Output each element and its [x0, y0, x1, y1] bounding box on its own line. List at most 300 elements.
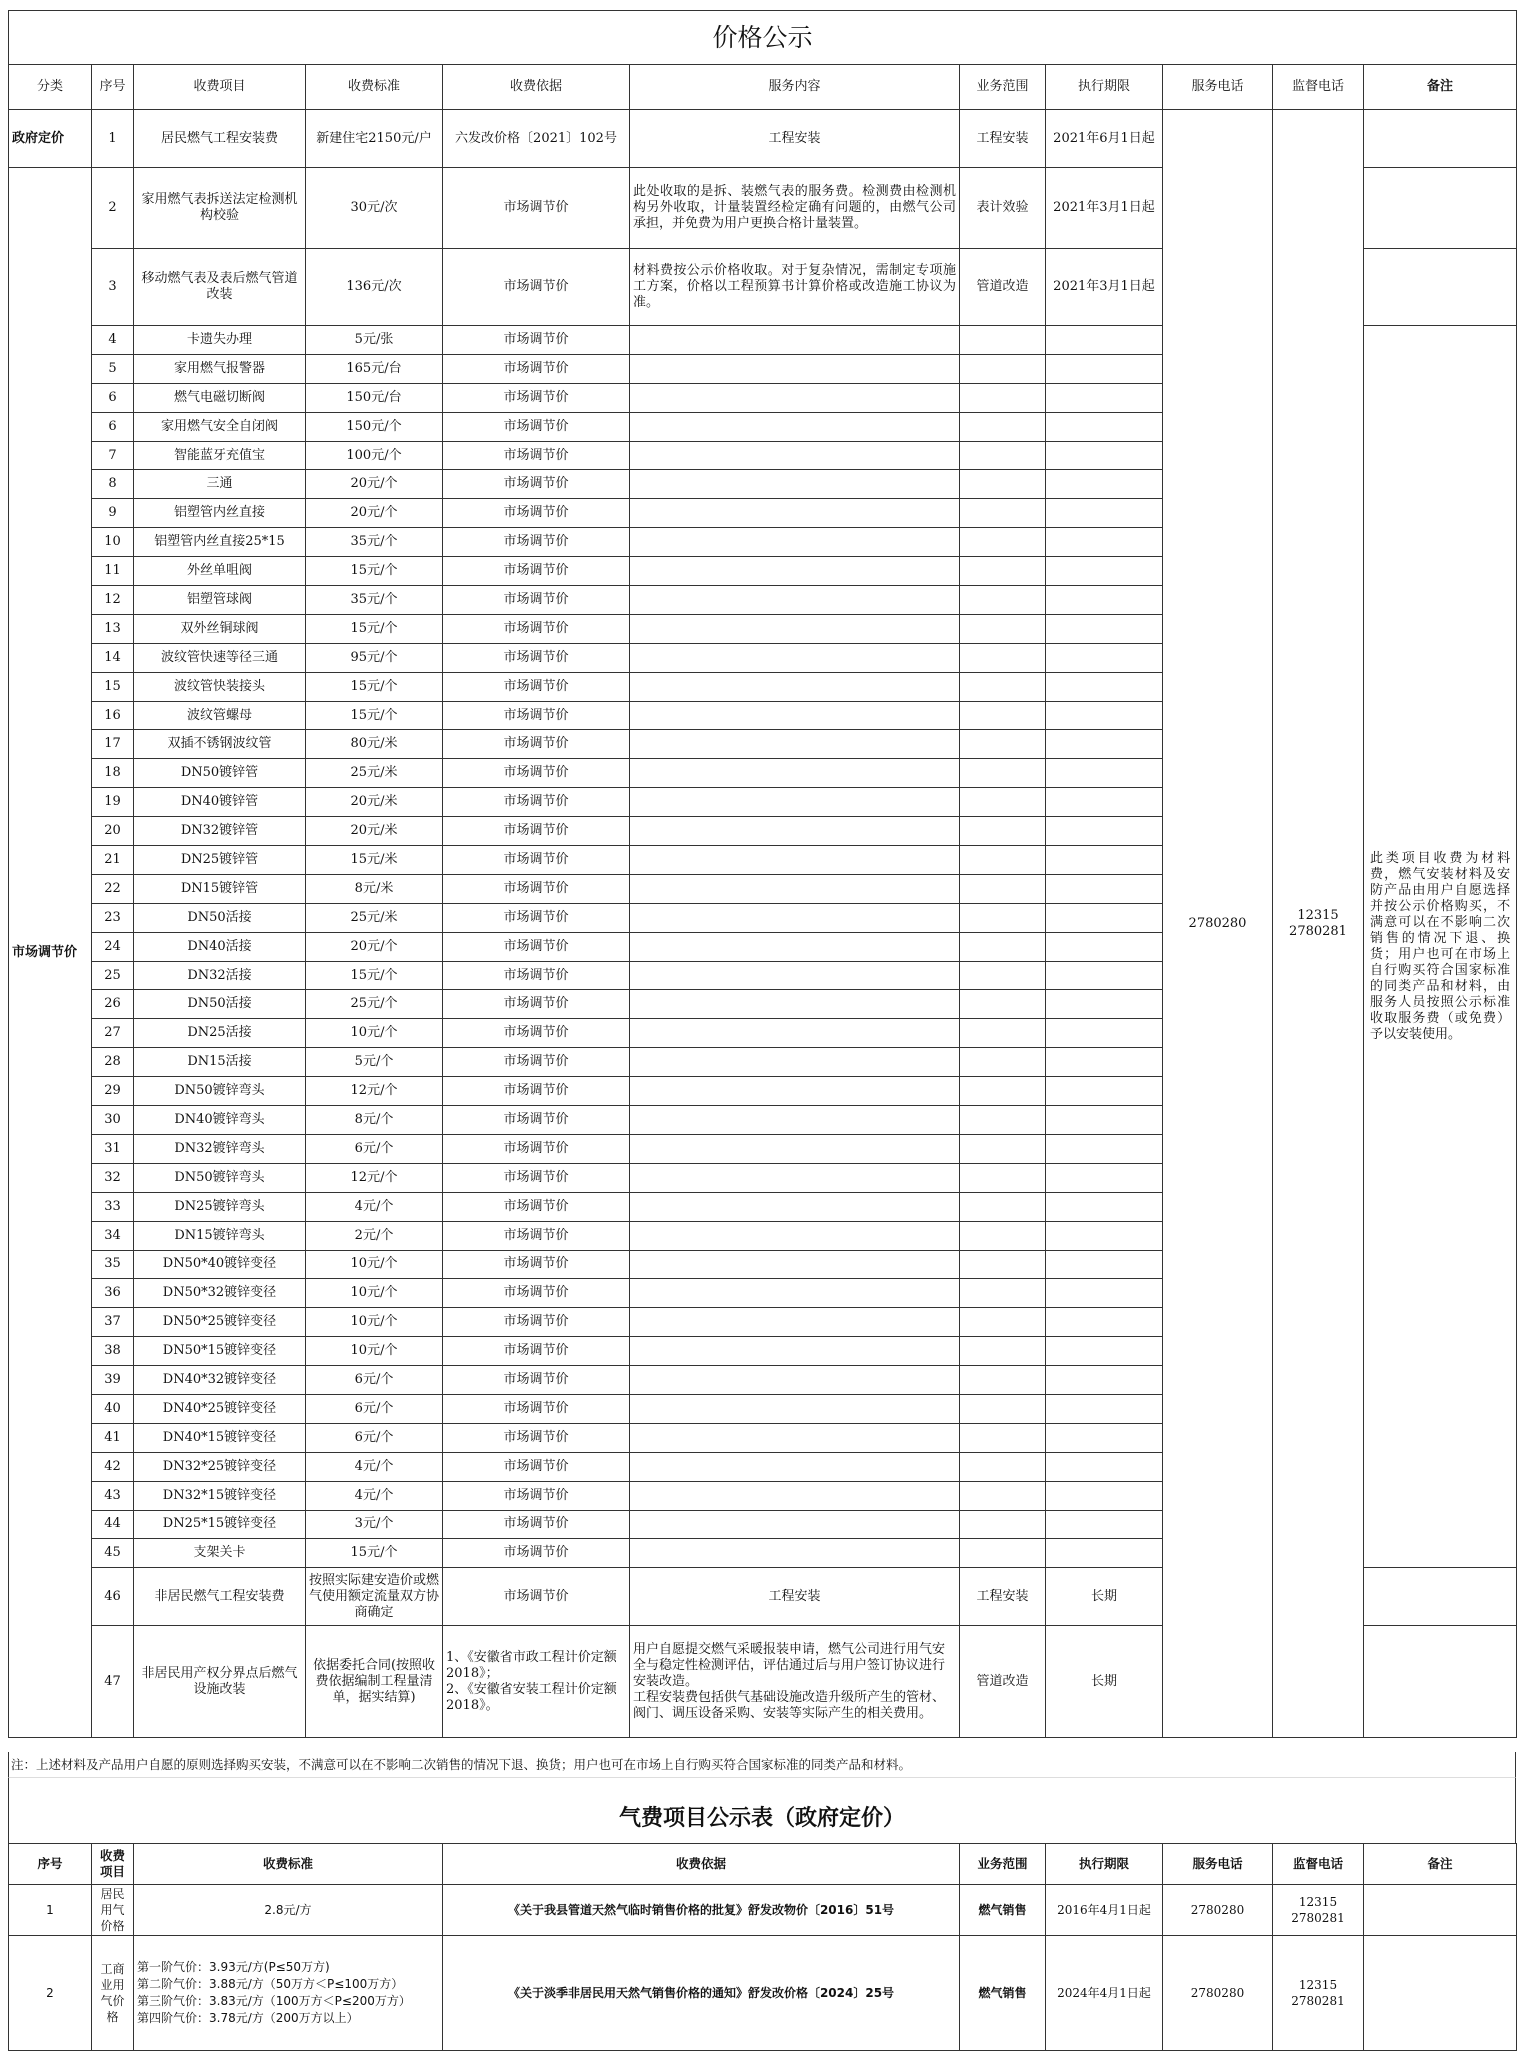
cell-standard: 95元/个 — [306, 643, 443, 672]
cell-content — [630, 528, 960, 557]
cell-scope — [960, 1539, 1046, 1568]
cell-standard: 10元/个 — [306, 1279, 443, 1308]
cell-item: DN40活接 — [134, 932, 306, 961]
cell-basis: 市场调节价 — [443, 1163, 630, 1192]
cell-period — [1046, 1423, 1163, 1452]
cell-seq: 27 — [92, 1019, 134, 1048]
cell-content: 工程安装 — [630, 1568, 960, 1626]
cell-period — [1046, 470, 1163, 499]
cell-scope — [960, 788, 1046, 817]
cell-item: 非居民燃气工程安装费 — [134, 1568, 306, 1626]
cell-basis: 市场调节价 — [443, 817, 630, 846]
cell-scope — [960, 1106, 1046, 1135]
cell-content — [630, 961, 960, 990]
cell-standard: 15元/个 — [306, 672, 443, 701]
header-row — [9, 65, 1517, 110]
remark-empty — [1364, 1626, 1517, 1738]
cell-period — [1046, 701, 1163, 730]
cell-standard: 8元/个 — [306, 1106, 443, 1135]
cell-period — [1046, 1019, 1163, 1048]
gas-cell-item: 工商业用气价格 — [92, 1936, 134, 2051]
cell-basis: 市场调节价 — [443, 1019, 630, 1048]
cell-period: 2021年3月1日起 — [1046, 249, 1163, 326]
cell-standard: 150元/台 — [306, 383, 443, 412]
cell-standard: 15元/米 — [306, 846, 443, 875]
cell-content: 材料费按公示价格收取。对于复杂情况，需制定专项施工方案，价格以工程预算书计算价格或改造施工协议为准。 — [630, 249, 960, 326]
cell-scope — [960, 1019, 1046, 1048]
cell-seq: 42 — [92, 1452, 134, 1481]
cell-period — [1046, 672, 1163, 701]
cell-basis: 市场调节价 — [443, 990, 630, 1019]
gas-cell-seq: 1 — [9, 1885, 92, 1936]
cell-basis: 市场调节价 — [443, 499, 630, 528]
cell-period — [1046, 1106, 1163, 1135]
cell-scope — [960, 528, 1046, 557]
cell-standard: 20元/个 — [306, 932, 443, 961]
cell-period — [1046, 1510, 1163, 1539]
cell-item: 铝塑管内丝直接25*15 — [134, 528, 306, 557]
header-scope: 业务范围 — [960, 65, 1046, 110]
gas-header-row — [9, 1844, 1517, 1885]
cell-scope — [960, 614, 1046, 643]
cell-seq: 28 — [92, 1048, 134, 1077]
cell-period — [1046, 1337, 1163, 1366]
cell-content — [630, 817, 960, 846]
gas-cell-standard: 第一阶气价：3.93元/方(P≤50万方) 第二阶气价：3.88元/方（50万方＜P≤100万方） 第三阶气价：3.83元/方（100万方＜P≤200万方） 第四阶气价：3.78元/方（200万方以上） — [134, 1936, 443, 2051]
gas-cell-remark — [1364, 1936, 1517, 2051]
cell-scope: 管道改造 — [960, 249, 1046, 326]
cell-item: 支架关卡 — [134, 1539, 306, 1568]
cell-item: DN25活接 — [134, 1019, 306, 1048]
cell-content — [630, 1510, 960, 1539]
cell-seq: 13 — [92, 614, 134, 643]
cell-seq: 36 — [92, 1279, 134, 1308]
cell-item: DN50镀锌管 — [134, 759, 306, 788]
gas-table-title: 气费项目公示表（政府定价） — [8, 1794, 1516, 1844]
cell-basis: 市场调节价 — [443, 672, 630, 701]
cell-period — [1046, 643, 1163, 672]
cell-basis: 市场调节价 — [443, 643, 630, 672]
cell-content — [630, 557, 960, 586]
cell-period — [1046, 874, 1163, 903]
cell-scope — [960, 1048, 1046, 1077]
cell-content — [630, 990, 960, 1019]
cell-item: DN40镀锌管 — [134, 788, 306, 817]
cell-seq: 22 — [92, 874, 134, 903]
header-category: 分类 — [9, 65, 92, 110]
cell-period — [1046, 1077, 1163, 1106]
remark-materials: 此类项目收费为材料费，燃气安装材料及安防产品由用户自愿选择并按公示价格购买，不满意可以在不影响二次销售的情况下退、换货；用户也可在市场上自行购买符合国家标准的同类产品和材料，由服务人员按照公示标准收取服务费（或免费）予以安装使用。 — [1364, 326, 1517, 1568]
cell-seq: 4 — [92, 326, 134, 355]
cell-basis: 市场调节价 — [443, 1134, 630, 1163]
cell-standard: 15元/个 — [306, 961, 443, 990]
cell-standard: 4元/个 — [306, 1192, 443, 1221]
cell-period — [1046, 354, 1163, 383]
cell-standard: 165元/台 — [306, 354, 443, 383]
cell-standard: 新建住宅2150元/户 — [306, 110, 443, 168]
gas-cell-period: 2016年4月1日起 — [1046, 1885, 1163, 1936]
cell-basis: 市场调节价 — [443, 1423, 630, 1452]
gas-header-scope: 业务范围 — [960, 1844, 1046, 1885]
cell-seq: 40 — [92, 1394, 134, 1423]
cell-item: DN40*25镀锌变径 — [134, 1394, 306, 1423]
cell-period — [1046, 1250, 1163, 1279]
cell-scope — [960, 961, 1046, 990]
header-content: 服务内容 — [630, 65, 960, 110]
cell-content — [630, 1106, 960, 1135]
gas-cell-basis: 《关于淡季非居民用天然气销售价格的通知》舒发改价格〔2024〕25号 — [443, 1936, 960, 2051]
cell-item: 三通 — [134, 470, 306, 499]
cell-seq: 26 — [92, 990, 134, 1019]
cell-period — [1046, 1163, 1163, 1192]
cell-basis: 市场调节价 — [443, 470, 630, 499]
cell-seq: 43 — [92, 1481, 134, 1510]
cell-content — [630, 932, 960, 961]
gas-header-item: 收费项目 — [92, 1844, 134, 1885]
cell-seq: 38 — [92, 1337, 134, 1366]
cell-standard: 8元/米 — [306, 874, 443, 903]
gas-cell-period: 2024年4月1日起 — [1046, 1936, 1163, 2051]
cell-basis: 市场调节价 — [443, 441, 630, 470]
cell-period — [1046, 528, 1163, 557]
cell-basis: 市场调节价 — [443, 1250, 630, 1279]
cell-standard: 20元/个 — [306, 470, 443, 499]
cell-content: 工程安装 — [630, 110, 960, 168]
cell-seq: 7 — [92, 441, 134, 470]
cell-item: DN50镀锌弯头 — [134, 1163, 306, 1192]
cell-seq: 9 — [92, 499, 134, 528]
cell-scope — [960, 643, 1046, 672]
cell-standard: 4元/个 — [306, 1452, 443, 1481]
cell-basis: 市场调节价 — [443, 557, 630, 586]
cell-period — [1046, 1452, 1163, 1481]
cell-basis: 市场调节价 — [443, 1568, 630, 1626]
cell-scope — [960, 1452, 1046, 1481]
cell-item: 移动燃气表及表后燃气管道改装 — [134, 249, 306, 326]
cell-scope — [960, 990, 1046, 1019]
cell-basis: 市场调节价 — [443, 1308, 630, 1337]
gas-header-seq: 序号 — [9, 1844, 92, 1885]
cell-content — [630, 614, 960, 643]
cell-standard: 6元/个 — [306, 1423, 443, 1452]
cell-scope — [960, 1192, 1046, 1221]
cell-standard: 20元/个 — [306, 499, 443, 528]
cell-item: 家用燃气表拆送法定检测机构校验 — [134, 168, 306, 249]
cell-item: DN32镀锌弯头 — [134, 1134, 306, 1163]
cell-content — [630, 1077, 960, 1106]
cell-seq: 33 — [92, 1192, 134, 1221]
header-standard: 收费标准 — [306, 65, 443, 110]
cell-content — [630, 1279, 960, 1308]
header-service-phone: 服务电话 — [1163, 65, 1273, 110]
gas-header-period: 执行期限 — [1046, 1844, 1163, 1885]
cell-item: DN15活接 — [134, 1048, 306, 1077]
cell-seq: 39 — [92, 1366, 134, 1395]
cell-seq: 1 — [92, 110, 134, 168]
cell-item: DN25*15镀锌变径 — [134, 1510, 306, 1539]
gas-header-standard: 收费标准 — [134, 1844, 443, 1885]
cell-seq: 11 — [92, 557, 134, 586]
cell-item: DN32*15镀锌变径 — [134, 1481, 306, 1510]
cell-standard: 6元/个 — [306, 1134, 443, 1163]
cell-seq: 6 — [92, 383, 134, 412]
cell-standard: 10元/个 — [306, 1337, 443, 1366]
cell-seq: 5 — [92, 354, 134, 383]
cell-item: DN25镀锌管 — [134, 846, 306, 875]
cell-period — [1046, 990, 1163, 1019]
cell-scope — [960, 1394, 1046, 1423]
cell-item: DN50活接 — [134, 990, 306, 1019]
cell-standard: 15元/个 — [306, 701, 443, 730]
cell-basis: 市场调节价 — [443, 326, 630, 355]
cell-basis: 市场调节价 — [443, 1048, 630, 1077]
cell-scope — [960, 1279, 1046, 1308]
cell-standard: 30元/次 — [306, 168, 443, 249]
cell-content — [630, 672, 960, 701]
cell-scope — [960, 1423, 1046, 1452]
cell-standard: 按照实际建安造价或燃气使用额定流量双方协商确定 — [306, 1568, 443, 1626]
cell-content — [630, 759, 960, 788]
cell-content — [630, 1337, 960, 1366]
cell-standard: 136元/次 — [306, 249, 443, 326]
gas-cell-service-phone: 2780280 — [1163, 1936, 1273, 2051]
header-remark: 备注 — [1364, 65, 1517, 110]
cell-scope — [960, 759, 1046, 788]
cell-scope — [960, 903, 1046, 932]
cell-item: DN50*15镀锌变径 — [134, 1337, 306, 1366]
remark-empty — [1364, 249, 1517, 326]
gas-cell-standard: 2.8元/方 — [134, 1885, 443, 1936]
cell-content — [630, 470, 960, 499]
cell-item: 波纹管快装接头 — [134, 672, 306, 701]
table-row — [9, 110, 1517, 168]
header-period: 执行期限 — [1046, 65, 1163, 110]
cell-basis: 市场调节价 — [443, 1394, 630, 1423]
cell-content — [630, 1308, 960, 1337]
cell-basis: 市场调节价 — [443, 614, 630, 643]
cell-item: DN32*25镀锌变径 — [134, 1452, 306, 1481]
cell-scope — [960, 470, 1046, 499]
cell-basis: 市场调节价 — [443, 932, 630, 961]
cell-period — [1046, 903, 1163, 932]
cell-content — [630, 1192, 960, 1221]
cell-seq: 32 — [92, 1163, 134, 1192]
cell-standard: 20元/米 — [306, 788, 443, 817]
cell-period — [1046, 412, 1163, 441]
cell-content — [630, 499, 960, 528]
cell-standard: 6元/个 — [306, 1394, 443, 1423]
cell-item: DN15镀锌管 — [134, 874, 306, 903]
cell-basis: 市场调节价 — [443, 730, 630, 759]
cell-item: 居民燃气工程安装费 — [134, 110, 306, 168]
cell-item: 非居民用产权分界点后燃气设施改装 — [134, 1626, 306, 1738]
cell-content — [630, 383, 960, 412]
cell-content — [630, 1366, 960, 1395]
cell-basis: 市场调节价 — [443, 249, 630, 326]
cell-standard: 10元/个 — [306, 1019, 443, 1048]
cell-item: 双外丝铜球阀 — [134, 614, 306, 643]
cell-content — [630, 1221, 960, 1250]
cell-period — [1046, 759, 1163, 788]
cell-item: DN40镀锌弯头 — [134, 1106, 306, 1135]
cell-seq: 44 — [92, 1510, 134, 1539]
cell-standard: 5元/个 — [306, 1048, 443, 1077]
cell-period — [1046, 441, 1163, 470]
cell-seq: 17 — [92, 730, 134, 759]
cell-content — [630, 1163, 960, 1192]
gas-cell-service-phone: 2780280 — [1163, 1885, 1273, 1936]
cell-content — [630, 643, 960, 672]
cell-seq: 30 — [92, 1106, 134, 1135]
gas-table-row — [9, 1936, 1517, 2051]
cell-period — [1046, 586, 1163, 615]
cell-content — [630, 1394, 960, 1423]
cell-seq: 19 — [92, 788, 134, 817]
price-table — [8, 10, 1517, 1738]
cell-period — [1046, 817, 1163, 846]
cell-content — [630, 1452, 960, 1481]
gas-cell-scope: 燃气销售 — [960, 1885, 1046, 1936]
cell-standard: 15元/个 — [306, 557, 443, 586]
cell-content — [630, 1423, 960, 1452]
cell-period — [1046, 1279, 1163, 1308]
cell-content — [630, 1481, 960, 1510]
gas-cell-scope: 燃气销售 — [960, 1936, 1046, 2051]
cell-standard: 4元/个 — [306, 1481, 443, 1510]
cell-item: DN32活接 — [134, 961, 306, 990]
cell-basis: 市场调节价 — [443, 168, 630, 249]
cell-item: DN50*32镀锌变径 — [134, 1279, 306, 1308]
cell-scope — [960, 817, 1046, 846]
cell-seq: 8 — [92, 470, 134, 499]
cell-standard: 150元/个 — [306, 412, 443, 441]
cell-basis: 市场调节价 — [443, 1192, 630, 1221]
gas-cell-supervise-phone: 12315 2780281 — [1273, 1885, 1364, 1936]
cell-content — [630, 1019, 960, 1048]
cell-basis: 1、《安徽省市政工程计价定额2018》； 2、《安徽省安装工程计价定额2018》。 — [443, 1626, 630, 1738]
cell-basis: 市场调节价 — [443, 1221, 630, 1250]
footnote: 注：上述材料及产品用户自愿的原则选择购买安装，不满意可以在不影响二次销售的情况下退、换货；用户也可在市场上自行购买符合国家标准的同类产品和材料。 — [8, 1752, 1516, 1778]
cell-seq: 23 — [92, 903, 134, 932]
cell-basis: 市场调节价 — [443, 903, 630, 932]
cell-basis: 市场调节价 — [443, 1106, 630, 1135]
cell-seq: 3 — [92, 249, 134, 326]
cell-item: DN40*32镀锌变径 — [134, 1366, 306, 1395]
cell-standard: 12元/个 — [306, 1163, 443, 1192]
gas-header-basis: 收费依据 — [443, 1844, 960, 1885]
cell-content — [630, 788, 960, 817]
cell-item: 卡遗失办理 — [134, 326, 306, 355]
cell-period — [1046, 1481, 1163, 1510]
cell-seq: 18 — [92, 759, 134, 788]
cell-seq: 35 — [92, 1250, 134, 1279]
cell-basis: 市场调节价 — [443, 701, 630, 730]
remark-empty — [1364, 168, 1517, 249]
cell-standard: 10元/个 — [306, 1308, 443, 1337]
cell-basis: 市场调节价 — [443, 412, 630, 441]
cell-period — [1046, 1308, 1163, 1337]
cell-scope — [960, 1077, 1046, 1106]
cell-scope — [960, 874, 1046, 903]
cell-seq: 31 — [92, 1134, 134, 1163]
cell-seq: 15 — [92, 672, 134, 701]
header-basis: 收费依据 — [443, 65, 630, 110]
cell-period — [1046, 1048, 1163, 1077]
cell-basis: 市场调节价 — [443, 759, 630, 788]
cell-item: 智能蓝牙充值宝 — [134, 441, 306, 470]
cell-scope — [960, 1481, 1046, 1510]
cell-content — [630, 903, 960, 932]
cell-standard: 依据委托合同(按照收费依据编制工程量清单，据实结算) — [306, 1626, 443, 1738]
cell-seq: 25 — [92, 961, 134, 990]
cell-scope — [960, 586, 1046, 615]
cell-basis: 市场调节价 — [443, 1510, 630, 1539]
cell-basis: 市场调节价 — [443, 383, 630, 412]
gas-cell-remark — [1364, 1885, 1517, 1936]
cell-seq: 47 — [92, 1626, 134, 1738]
cell-scope — [960, 1308, 1046, 1337]
header-seq: 序号 — [92, 65, 134, 110]
gas-price-table — [8, 1843, 1517, 2051]
cell-standard: 35元/个 — [306, 528, 443, 557]
cell-period — [1046, 961, 1163, 990]
cell-standard: 100元/个 — [306, 441, 443, 470]
cell-scope — [960, 383, 1046, 412]
cell-item: 铝塑管内丝直接 — [134, 499, 306, 528]
cell-standard: 10元/个 — [306, 1250, 443, 1279]
cell-standard: 3元/个 — [306, 1510, 443, 1539]
cell-standard: 12元/个 — [306, 1077, 443, 1106]
cell-scope: 管道改造 — [960, 1626, 1046, 1738]
cell-scope — [960, 412, 1046, 441]
cell-period — [1046, 1539, 1163, 1568]
cell-seq: 34 — [92, 1221, 134, 1250]
gas-cell-supervise-phone: 12315 2780281 — [1273, 1936, 1364, 2051]
header-supervise-phone: 监督电话 — [1273, 65, 1364, 110]
cell-content: 此处收取的是拆、装燃气表的服务费。检测费由检测机构另外收取，计量装置经检定确有问题的，由燃气公司承担，并免费为用户更换合格计量装置。 — [630, 168, 960, 249]
spacer — [8, 1778, 1516, 1794]
cell-item: 家用燃气安全自闭阀 — [134, 412, 306, 441]
gas-cell-basis: 《关于我县管道天然气临时销售价格的批复》舒发改物价〔2016〕51号 — [443, 1885, 960, 1936]
cell-basis: 市场调节价 — [443, 846, 630, 875]
gas-header-service-phone: 服务电话 — [1163, 1844, 1273, 1885]
cell-standard: 25元/米 — [306, 759, 443, 788]
cell-item: DN50*25镀锌变径 — [134, 1308, 306, 1337]
cell-period — [1046, 1134, 1163, 1163]
cell-period: 长期 — [1046, 1568, 1163, 1626]
cell-period — [1046, 1394, 1163, 1423]
cell-scope — [960, 1134, 1046, 1163]
cell-basis: 六发改价格〔2021〕102号 — [443, 110, 630, 168]
cell-period — [1046, 326, 1163, 355]
cell-content — [630, 586, 960, 615]
cell-basis: 市场调节价 — [443, 1337, 630, 1366]
cell-content — [630, 412, 960, 441]
cell-item: DN32镀锌管 — [134, 817, 306, 846]
cell-basis: 市场调节价 — [443, 1452, 630, 1481]
cell-seq: 16 — [92, 701, 134, 730]
cell-item: 波纹管快速等径三通 — [134, 643, 306, 672]
cell-scope — [960, 354, 1046, 383]
cell-scope — [960, 1221, 1046, 1250]
cell-period — [1046, 614, 1163, 643]
cell-standard: 15元/个 — [306, 614, 443, 643]
cell-seq: 29 — [92, 1077, 134, 1106]
cell-item: DN50*40镀锌变径 — [134, 1250, 306, 1279]
cell-scope — [960, 1366, 1046, 1395]
cell-seq: 24 — [92, 932, 134, 961]
gas-cell-item: 居民用气价格 — [92, 1885, 134, 1936]
